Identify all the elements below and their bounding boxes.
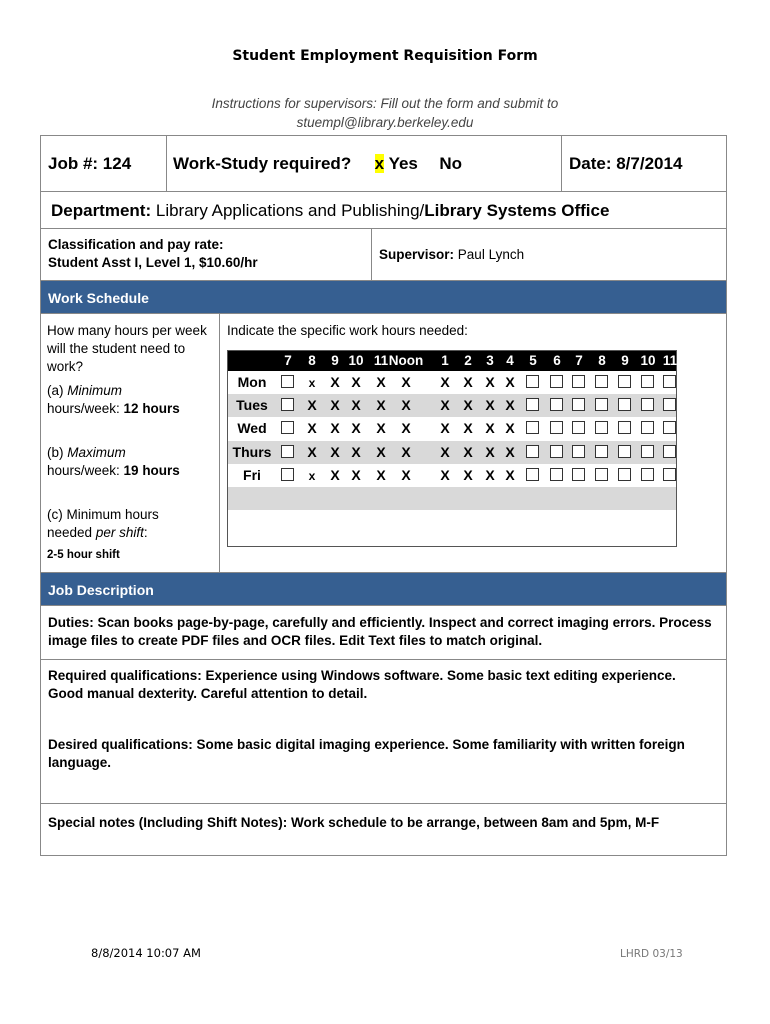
hour-mark[interactable]: X	[485, 397, 495, 414]
hour-mark[interactable]: X	[505, 374, 515, 390]
qualifications-row	[41, 660, 726, 804]
department-value: Library Applications and Publishing/	[155, 201, 425, 220]
hour-header: 7	[575, 353, 583, 368]
hour-checkbox[interactable]	[595, 375, 608, 388]
hour-checkbox[interactable]	[281, 375, 294, 388]
special-notes: Special notes (Including Shift Notes): Work schedule to be arrange, between 8am and 5pm, M-F	[48, 815, 660, 830]
workstudy-no-label[interactable]: No	[439, 154, 463, 173]
hour-mark[interactable]: X	[307, 397, 317, 414]
hour-mark[interactable]: X	[376, 397, 386, 414]
day-label: Tues	[236, 397, 268, 414]
required-qualifications: Required qualifications: Experience using Windows software. Some basic text editing experience. Good manual dexterity. Careful attention to detail.	[48, 668, 676, 701]
department-office: Library Systems Office	[424, 201, 610, 220]
date-field: Date: 8/7/2014	[569, 154, 683, 173]
hour-mark[interactable]: X	[440, 443, 450, 460]
hour-checkbox[interactable]	[641, 445, 654, 458]
hour-mark[interactable]: X	[485, 443, 495, 460]
hour-checkbox[interactable]	[572, 398, 585, 411]
hour-mark[interactable]: X	[401, 374, 411, 390]
max-hours-value: 19 hours	[123, 463, 180, 478]
hour-checkbox[interactable]	[618, 445, 631, 458]
schedule-grid-header	[228, 351, 676, 371]
classification-value: Student Asst I, Level 1, $10.60/hr	[48, 255, 258, 270]
hour-mark[interactable]: X	[505, 466, 515, 483]
hour-checkbox[interactable]	[550, 421, 563, 434]
hour-mark[interactable]: X	[401, 443, 411, 460]
hour-checkbox[interactable]	[281, 398, 294, 411]
hour-header: 8	[598, 353, 606, 368]
hour-header: Noon	[388, 353, 424, 368]
hour-mark[interactable]: X	[330, 443, 340, 460]
hour-checkbox[interactable]	[526, 468, 539, 481]
hour-header: 1	[441, 353, 449, 368]
hour-mark[interactable]: X	[463, 374, 473, 390]
duties-text: Duties: Scan books page-by-page, carefully and efficiently. Inspect and correct imaging errors. Process image files to create PDF files and OCR files. Edit Text files to match original.	[48, 615, 712, 648]
hour-mark[interactable]: X	[351, 443, 361, 460]
day-label: Wed	[237, 420, 267, 437]
hour-mark[interactable]: X	[376, 374, 386, 390]
hour-mark[interactable]: X	[505, 397, 515, 414]
min-hours-value: 12 hours	[123, 401, 180, 416]
hour-checkbox[interactable]	[595, 398, 608, 411]
hour-checkbox[interactable]	[281, 445, 294, 458]
hour-mark[interactable]: X	[440, 420, 450, 437]
hour-header: 2	[464, 353, 472, 368]
hour-mark[interactable]: X	[351, 466, 361, 483]
hour-mark[interactable]: X	[351, 374, 361, 390]
hour-checkbox[interactable]	[618, 375, 631, 388]
schedule-row-mon	[228, 371, 676, 394]
hour-checkbox[interactable]	[663, 375, 676, 388]
supervisor-value: Paul Lynch	[457, 247, 525, 262]
hour-mark[interactable]: X	[463, 466, 473, 483]
hour-mark[interactable]: X	[330, 420, 340, 437]
hour-checkbox[interactable]	[663, 468, 676, 481]
hour-mark[interactable]: X	[463, 443, 473, 460]
hour-checkbox[interactable]	[572, 421, 585, 434]
schedule-row-thurs	[228, 441, 676, 464]
instructions-email[interactable]: stuempl@library.berkeley.edu	[296, 115, 474, 130]
hour-header: 7	[284, 353, 292, 368]
hour-mark[interactable]: X	[330, 397, 340, 414]
hour-header: 3	[486, 353, 494, 368]
work-schedule-title: Work Schedule	[48, 290, 149, 306]
hour-mark[interactable]: X	[307, 443, 317, 460]
schedule-row-tues	[228, 394, 676, 417]
job-description-title: Job Description	[48, 582, 154, 598]
duties-row	[41, 606, 726, 660]
hour-checkbox[interactable]	[595, 421, 608, 434]
supervisor-field	[379, 246, 524, 264]
job-row	[41, 136, 726, 192]
grid-instruction: Indicate the specific work hours needed:	[227, 323, 468, 338]
special-notes-row	[41, 804, 726, 855]
hour-mark[interactable]: X	[351, 420, 361, 437]
supervisor-label: Supervisor:	[379, 247, 455, 262]
hour-header: 9	[331, 353, 339, 368]
footer-code: LHRD 03/13	[620, 948, 683, 960]
hour-checkbox[interactable]	[526, 445, 539, 458]
hour-checkbox[interactable]	[595, 445, 608, 458]
hour-mark[interactable]: X	[376, 420, 386, 437]
hours-question: How many hours per week will the student need to work?	[47, 323, 207, 374]
hour-header: 10	[348, 353, 364, 368]
day-label: Thurs	[232, 443, 272, 460]
hour-checkbox[interactable]	[550, 445, 563, 458]
schedule-row-wed	[228, 417, 676, 440]
min-shift: (c) Minimum hours needed per shift:	[47, 507, 159, 540]
hour-mark[interactable]: X	[440, 374, 450, 390]
hour-mark[interactable]: X	[401, 397, 411, 414]
hour-mark[interactable]: X	[376, 466, 386, 483]
classification-row	[41, 229, 726, 281]
hour-mark[interactable]: X	[485, 420, 495, 437]
hour-checkbox[interactable]	[526, 375, 539, 388]
schedule-grid	[227, 350, 677, 547]
requisition-form	[40, 135, 727, 856]
hour-checkbox[interactable]	[526, 421, 539, 434]
hour-checkbox[interactable]	[572, 375, 585, 388]
hour-mark[interactable]: X	[330, 466, 340, 483]
classification-field	[48, 236, 258, 272]
day-label: Fri	[243, 466, 261, 483]
instructions	[0, 94, 770, 132]
job-description-header	[41, 573, 726, 606]
schedule-grid-blank-row	[228, 487, 676, 510]
hour-checkbox[interactable]	[641, 421, 654, 434]
hour-checkbox[interactable]	[641, 398, 654, 411]
hour-checkbox[interactable]	[618, 421, 631, 434]
hour-checkbox[interactable]	[572, 468, 585, 481]
hour-checkbox[interactable]	[618, 398, 631, 411]
hour-header: 5	[529, 353, 537, 368]
hour-mark[interactable]: X	[505, 443, 515, 460]
hour-checkbox[interactable]	[550, 468, 563, 481]
hour-mark[interactable]: X	[463, 420, 473, 437]
min-hours: (a) Minimum hours/week: 12 hours	[47, 383, 180, 416]
footer-timestamp: 8/8/2014 10:07 AM	[91, 946, 201, 960]
schedule-row-fri	[228, 464, 676, 487]
hour-mark[interactable]: x	[308, 468, 316, 483]
hour-header: 4	[506, 353, 514, 368]
hour-mark[interactable]: X	[485, 466, 495, 483]
hour-header: 11	[662, 353, 678, 368]
hour-header: 6	[553, 353, 561, 368]
hour-mark[interactable]: X	[376, 443, 386, 460]
hour-checkbox[interactable]	[281, 421, 294, 434]
workstudy-field[interactable]	[173, 154, 462, 174]
day-label: Mon	[237, 374, 267, 390]
instructions-line-1: Instructions for supervisors: Fill out the form and submit to	[211, 96, 559, 111]
hour-checkbox[interactable]	[663, 445, 676, 458]
schedule-section	[41, 314, 726, 573]
hour-header: 10	[640, 353, 656, 368]
hour-mark[interactable]: X	[351, 397, 361, 414]
hour-header: 9	[621, 353, 629, 368]
min-shift-value: 2-5 hour shift	[47, 549, 120, 561]
workstudy-yes-mark[interactable]: x	[374, 154, 385, 173]
department-label: Department:	[51, 201, 152, 220]
hour-mark[interactable]: X	[485, 374, 495, 390]
work-schedule-header	[41, 281, 726, 314]
hour-checkbox[interactable]	[663, 421, 676, 434]
hour-mark[interactable]: X	[307, 420, 317, 437]
hour-mark[interactable]: X	[330, 374, 340, 390]
hour-checkbox[interactable]	[550, 375, 563, 388]
department-row	[41, 192, 726, 229]
hour-mark[interactable]: X	[440, 466, 450, 483]
job-number: Job #: 124	[48, 154, 132, 173]
hour-header: 11	[373, 353, 389, 368]
workstudy-label: Work-Study required?	[173, 154, 352, 173]
department-field	[51, 201, 609, 221]
hour-mark[interactable]: X	[463, 397, 473, 414]
hour-mark[interactable]: X	[440, 397, 450, 414]
desired-qualifications: Desired qualifications: Some basic digital imaging experience. Some familiarity with written foreign language.	[48, 737, 685, 770]
hour-checkbox[interactable]	[595, 468, 608, 481]
hour-checkbox[interactable]	[663, 398, 676, 411]
hour-checkbox[interactable]	[526, 398, 539, 411]
hour-checkbox[interactable]	[618, 468, 631, 481]
hour-checkbox[interactable]	[281, 468, 294, 481]
hour-mark[interactable]: X	[401, 466, 411, 483]
hour-checkbox[interactable]	[641, 468, 654, 481]
hour-header: 8	[308, 353, 316, 368]
workstudy-yes-label: Yes	[388, 154, 418, 173]
hour-mark[interactable]: X	[401, 420, 411, 437]
hour-checkbox[interactable]	[572, 445, 585, 458]
classification-label: Classification and pay rate:	[48, 237, 224, 252]
form-title: Student Employment Requisition Form	[232, 48, 538, 64]
max-hours: (b) Maximum hours/week: 19 hours	[47, 445, 180, 478]
hour-mark[interactable]: X	[505, 420, 515, 437]
hour-checkbox[interactable]	[550, 398, 563, 411]
hour-checkbox[interactable]	[641, 375, 654, 388]
hour-mark[interactable]: x	[308, 376, 316, 390]
